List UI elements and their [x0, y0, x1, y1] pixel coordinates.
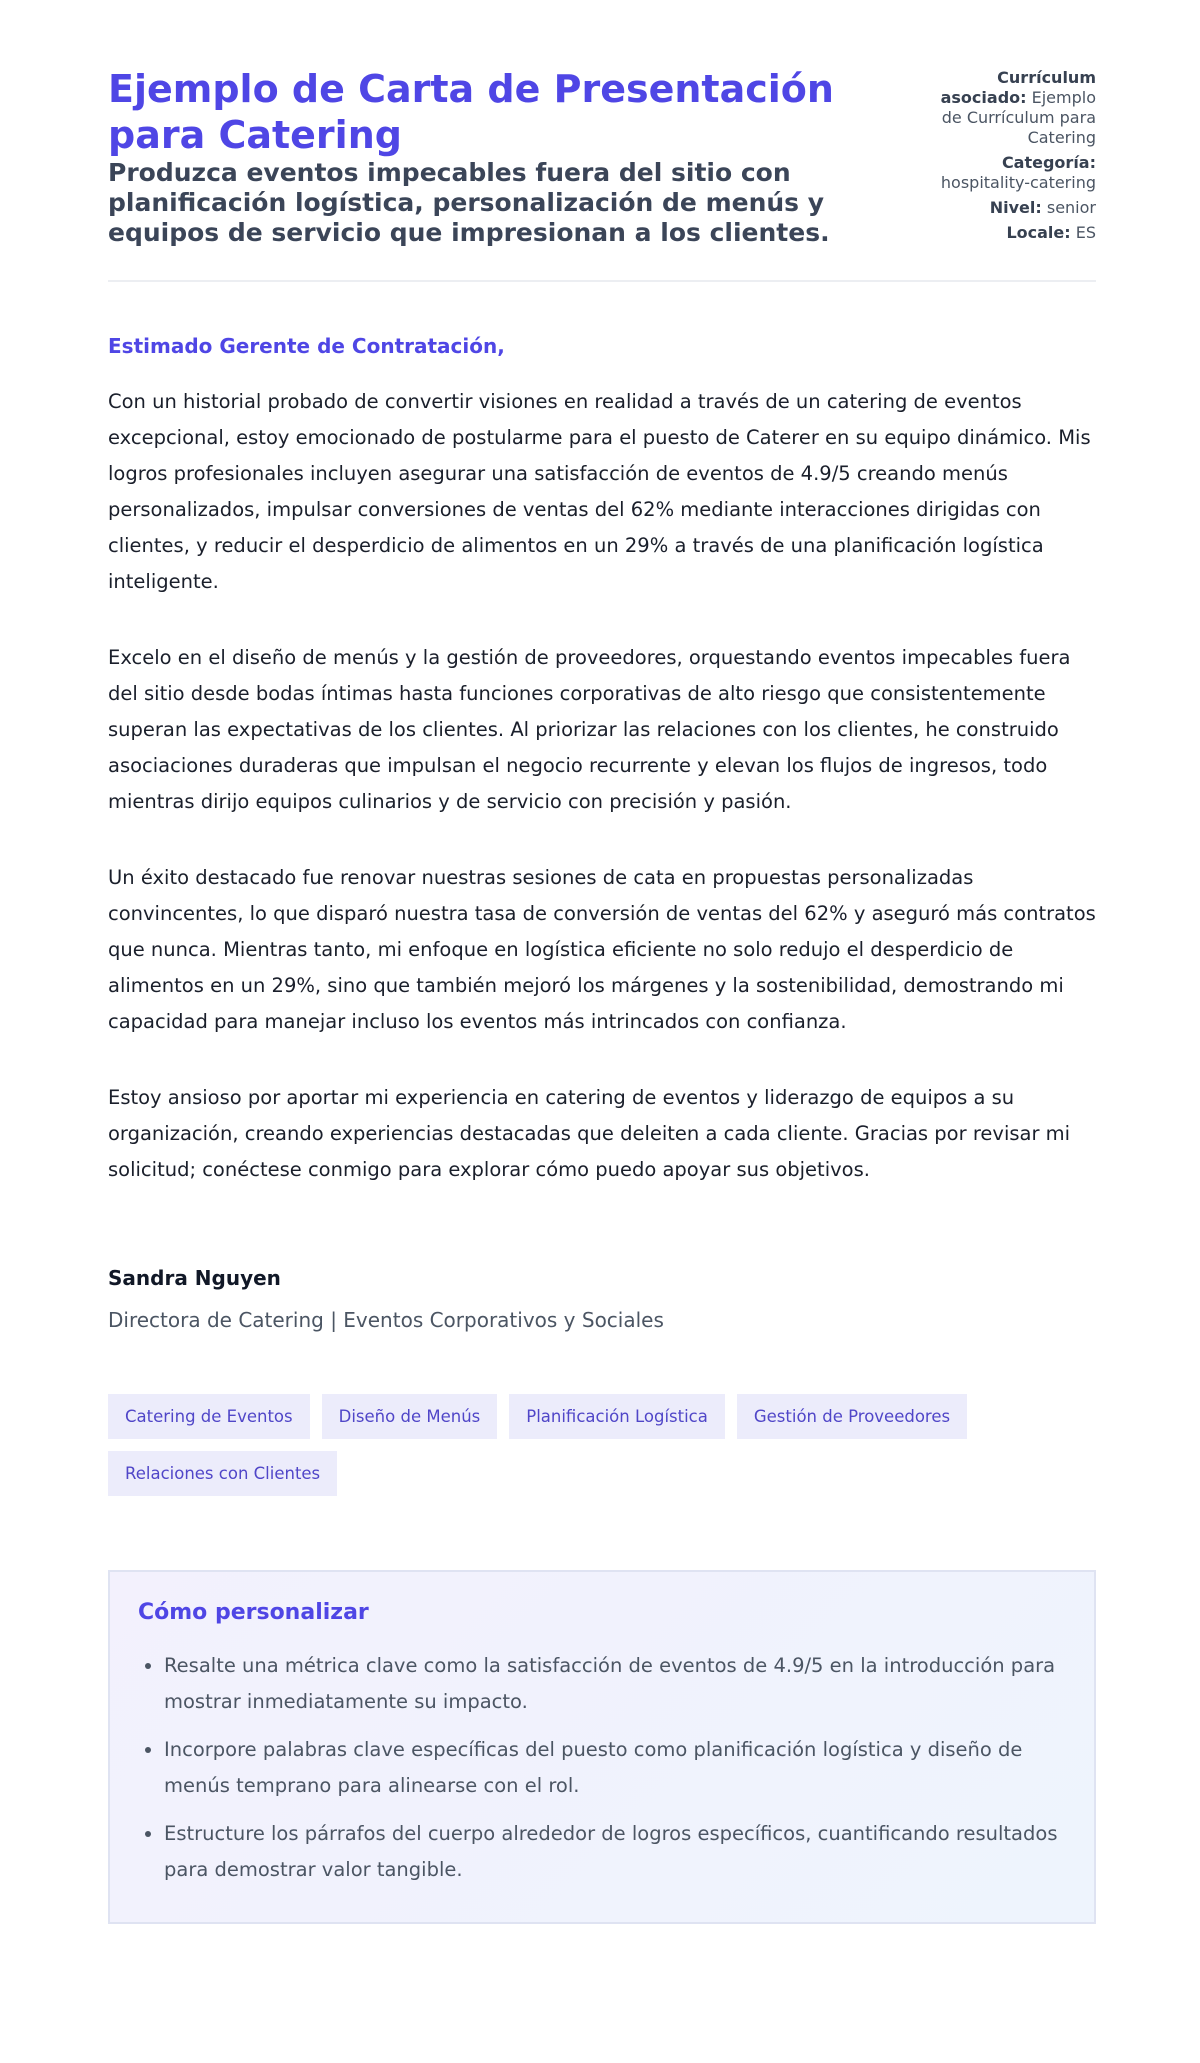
meta-label: Categoría:	[1001, 153, 1096, 172]
tip-item: • Resalte una métrica clave como la satisfacción de eventos de 4.9/5 en la introducción para mostrar inmediatamente su impacto.	[164, 1648, 1066, 1720]
meta-level	[926, 198, 1096, 218]
meta-label: Nivel:	[989, 198, 1042, 217]
letter-paragraph: Un éxito destacado fue renovar nuestras sesiones de cata en propuestas personalizadas convincentes, lo que disparó nuestra tasa de conversión de ventas del 62% y aseguró más contratos que nunca. Mientras tanto, mi enfoque en logística eficiente no solo redujo el desperdicio de alimentos en un 29%, sino que también mejoró los márgenes y la sostenibilidad, demostrando mi capacidad para manejar incluso los eventos más intrincados con confianza.	[108, 866, 1096, 1033]
letter-paragraph: Excelo en el diseño de menús y la gestión de proveedores, orquestando eventos impecables fuera del sitio desde bodas íntimas hasta funciones corporativas de alto riesgo que consistentemente superan las expectativas de los clientes. Al priorizar las relaciones con los clientes, he construido asociaciones duraderas que impulsan el negocio recurrente y elevan los flujos de ingresos, todo mientras dirijo equipos culinarios y de servicio con precisión y pasión.	[108, 646, 1071, 813]
header-divider	[108, 280, 1096, 282]
letter-paragraph: Con un historial probado de convertir visiones en realidad a través de un catering de eventos excepcional, estoy emocionado de postularme para el puesto de Caterer en su equipo dinámico. Mis logros profesionales incluyen asegurar una satisfacción de eventos de 4.9/5 creando menús personalizados, impulsar conversiones de ventas del 62% mediante interacciones dirigidas con clientes, y reducir el desperdicio de alimentos en un 29% a través de una planificación logística inteligente.	[108, 390, 1091, 593]
meta-label: Locale:	[1006, 223, 1071, 242]
meta-resume	[926, 68, 1096, 148]
meta-panel	[926, 66, 1096, 248]
signature-title: Directora de Catering | Eventos Corporativos y Sociales	[108, 1308, 664, 1332]
meta-locale	[926, 223, 1096, 243]
cover-letter-page	[108, 0, 1096, 1924]
meta-value: hospitality-catering	[940, 173, 1096, 192]
meta-value: senior	[1046, 198, 1096, 217]
meta-label: Currículum asociado:	[940, 68, 1096, 107]
skill-tag: Catering de Eventos	[108, 1394, 310, 1439]
skill-tag: Planificación Logística	[509, 1394, 725, 1439]
signature-name: Sandra Nguyen	[108, 1266, 281, 1290]
meta-value: Ejemplo de Currículum para Catering	[941, 88, 1096, 147]
skill-tags	[108, 1394, 1096, 1496]
salutation: Estimado Gerente de Contratación,	[108, 334, 505, 358]
meta-value: ES	[1075, 223, 1096, 242]
header-titles	[108, 66, 898, 248]
page-title: Ejemplo de Carta de Presentación para Catering	[108, 67, 834, 157]
page-header	[108, 66, 1096, 248]
skill-tag: Diseño de Menús	[322, 1394, 498, 1439]
meta-category	[926, 153, 1096, 193]
skill-tag: Relaciones con Clientes	[108, 1451, 337, 1496]
skill-tag: Gestión de Proveedores	[737, 1394, 967, 1439]
tip-item: • Incorpore palabras clave específicas del puesto como planificación logística y diseño de menús temprano para alinearse con el rol.	[164, 1732, 1066, 1804]
tips-list	[138, 1648, 1066, 1888]
customization-tips-box	[108, 1570, 1096, 1924]
tip-item: • Estructure los párrafos del cuerpo alrededor de logros específicos, cuantificando resultados para demostrar valor tangible.	[164, 1816, 1066, 1888]
letter-paragraph: Estoy ansioso por aportar mi experiencia en catering de eventos y liderazgo de equipos a su organización, creando experiencias destacadas que deleiten a cada cliente. Gracias por revisar mi solicitud; conéctese conmigo para explorar cómo puedo apoyar sus objetivos.	[108, 1086, 1071, 1181]
page-subtitle: Produzca eventos impecables fuera del sitio con planificación logística, personalización de menús y equipos de servicio que impresionan a los clientes.	[108, 158, 830, 247]
tips-title: Cómo personalizar	[138, 1600, 369, 1625]
